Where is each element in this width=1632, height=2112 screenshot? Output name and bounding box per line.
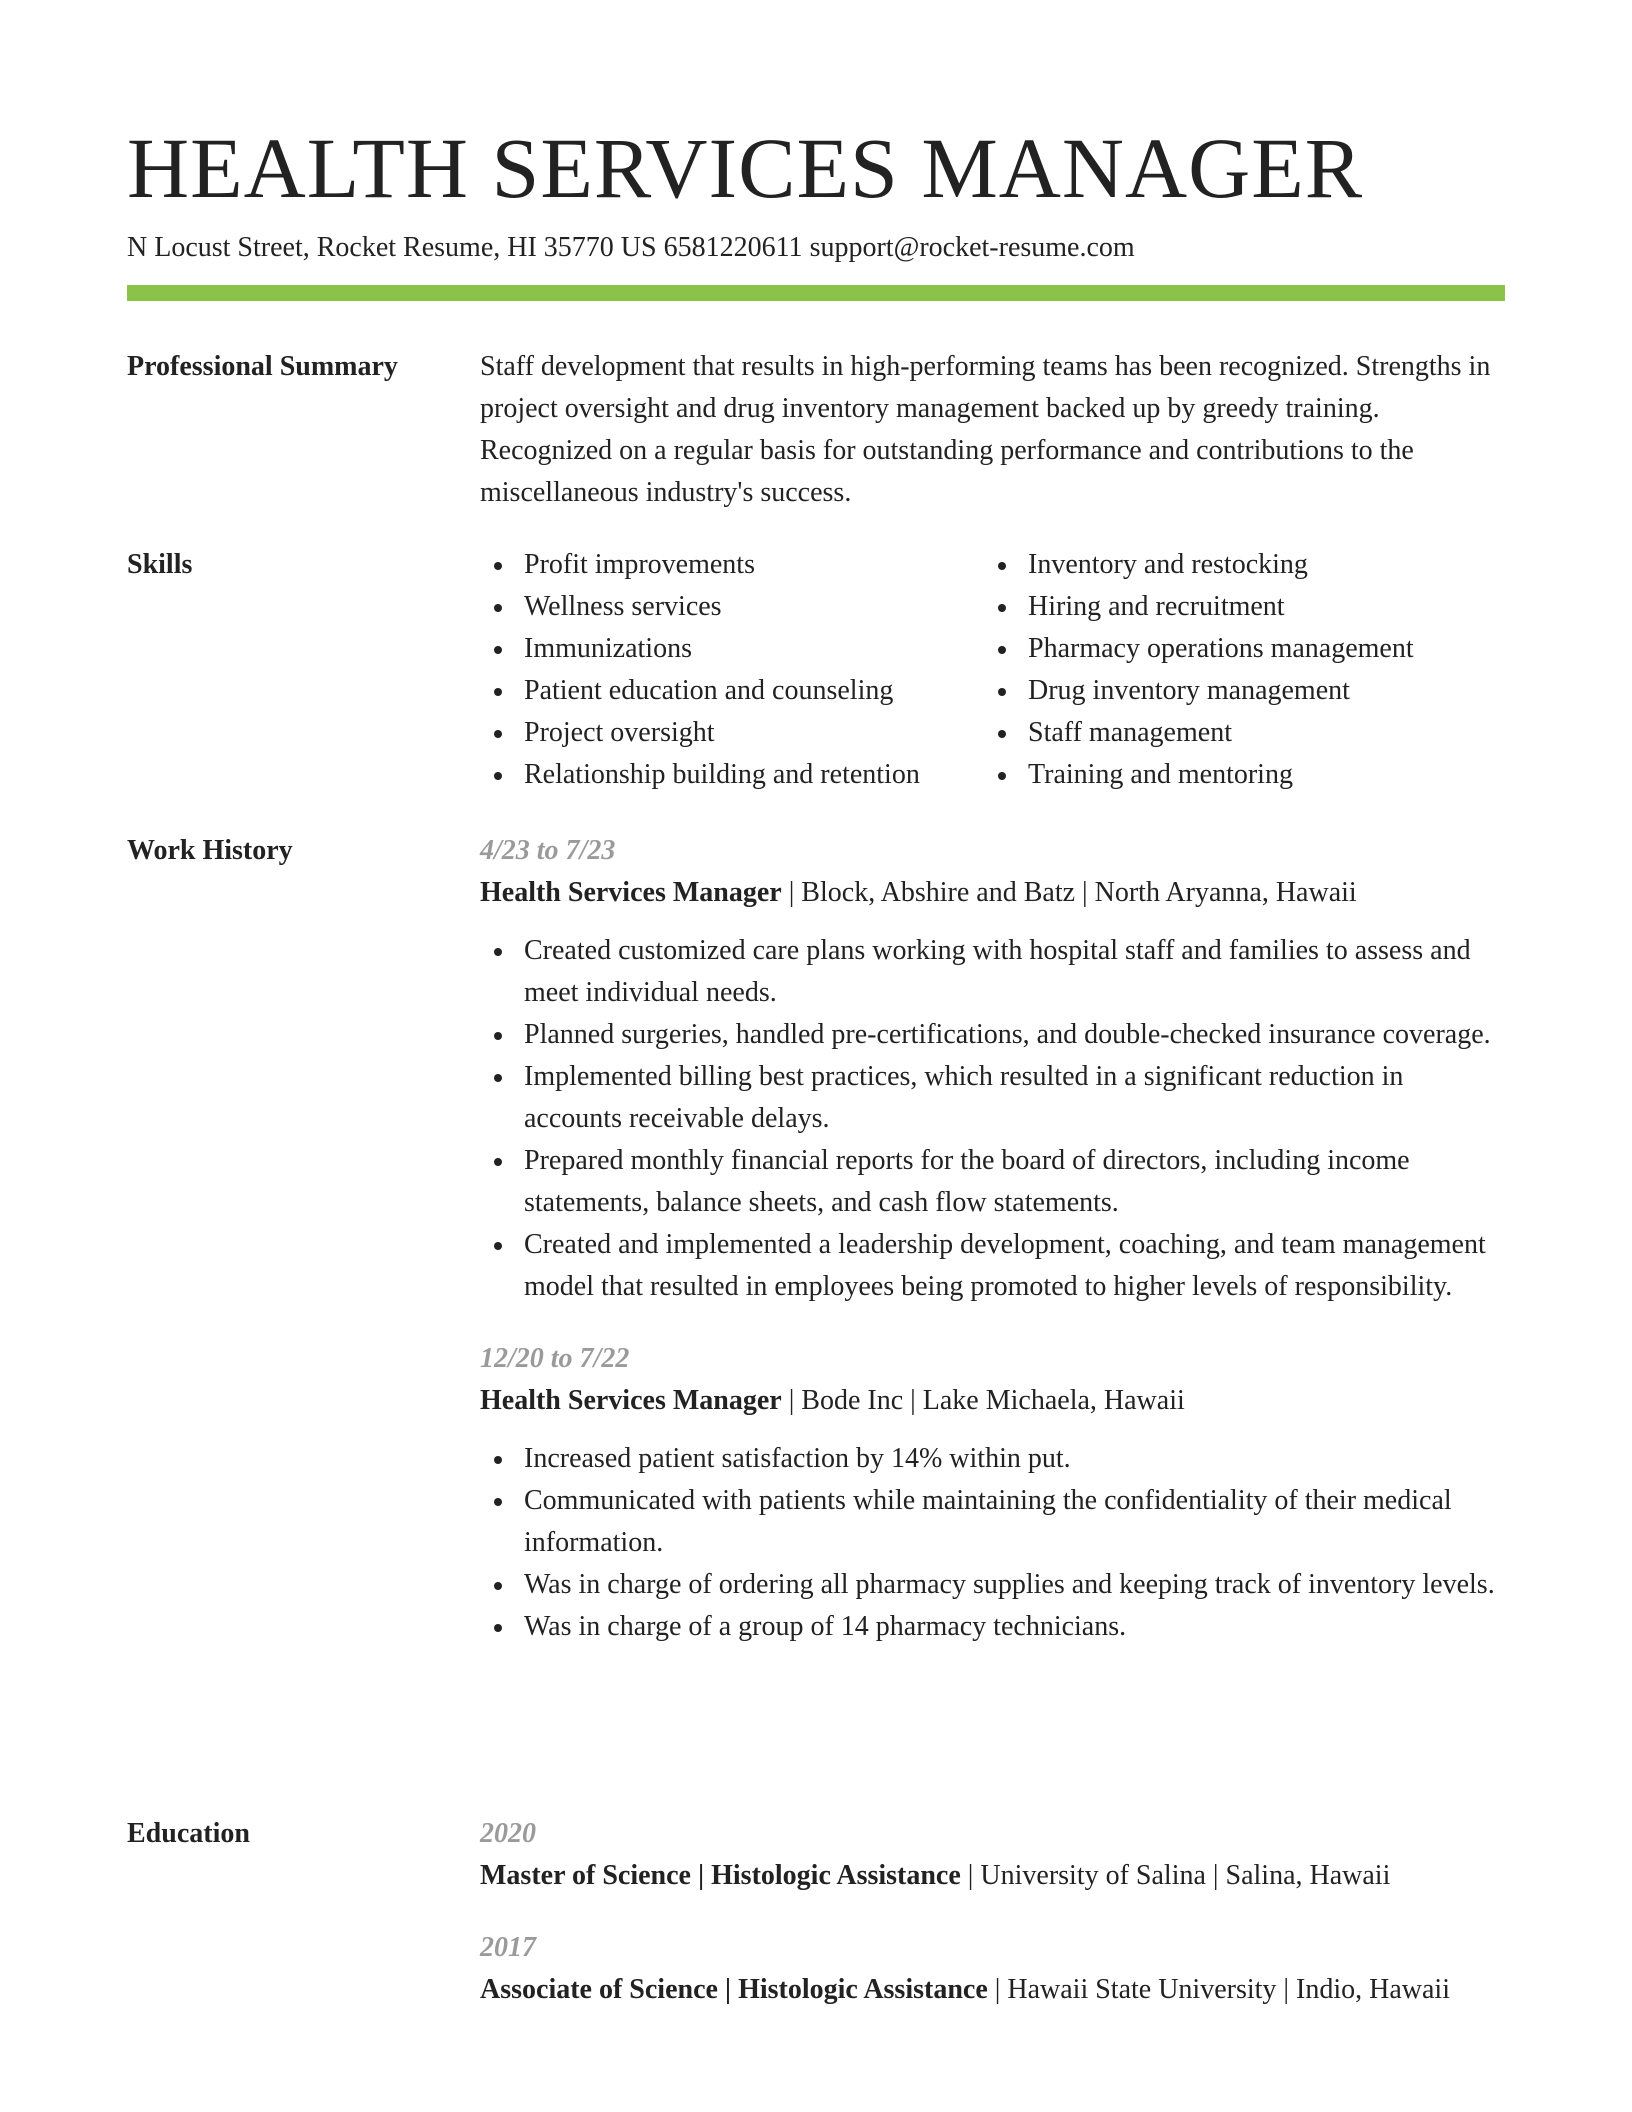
skill-item: Drug inventory management — [984, 670, 1504, 712]
job-heading — [480, 872, 1505, 914]
job-title: Health Services Manager — [480, 1385, 782, 1416]
education-heading: Education — [127, 1818, 250, 1849]
education-entry — [480, 1813, 1505, 1897]
education-year: 2017 — [480, 1932, 536, 1963]
education-year: 2020 — [480, 1818, 536, 1849]
skill-item: Relationship building and retention — [480, 754, 984, 796]
resume-header — [127, 118, 1505, 266]
degree-name: Associate of Science | Histologic Assistance — [480, 1974, 988, 2005]
summary-heading: Professional Summary — [127, 351, 398, 382]
school-details: | University of Salina | Salina, Hawaii — [960, 1860, 1391, 1891]
job-bullet: Implemented billing best practices, which resulted in a significant reduction in accounts receivable delays. — [480, 1056, 1505, 1140]
skill-item: Immunizations — [480, 628, 984, 670]
contact-line — [127, 230, 1505, 266]
contact-address: N Locust Street, Rocket Resume, HI 35770 US — [127, 232, 657, 263]
job-bullet: Created and implemented a leadership development, coaching, and team management model that resulted in employees being promoted to higher levels of responsibility. — [480, 1224, 1505, 1308]
candidate-name: HEALTH SERVICES MANAGER — [127, 120, 1364, 216]
skill-item: Wellness services — [480, 586, 984, 628]
education-heading-line — [480, 1855, 1505, 1897]
school-details: | Hawaii State University | Indio, Hawaii — [987, 1974, 1450, 2005]
job-dates: 4/23 to 7/23 — [480, 835, 616, 866]
job-title: Health Services Manager — [480, 877, 782, 908]
skills-columns — [480, 544, 1505, 796]
skill-item: Training and mentoring — [984, 754, 1504, 796]
skill-item: Patient education and counseling — [480, 670, 984, 712]
job-bullets — [480, 930, 1505, 1308]
job-entry — [480, 830, 1505, 1308]
skills-body — [480, 544, 1505, 796]
education-heading-line — [480, 1969, 1505, 2011]
work-body — [480, 830, 1505, 1648]
job-bullet: Was in charge of a group of 14 pharmacy technicians. — [480, 1606, 1505, 1648]
contact-email: support@rocket-resume.com — [809, 232, 1135, 263]
skill-item: Hiring and recruitment — [984, 586, 1504, 628]
work-heading: Work History — [127, 835, 293, 866]
summary-body — [480, 346, 1505, 514]
contact-phone: 6581220611 — [663, 232, 803, 263]
job-bullet: Created customized care plans working with hospital staff and families to assess and meet individual needs. — [480, 930, 1505, 1014]
skills-heading: Skills — [127, 549, 193, 580]
job-bullet: Was in charge of ordering all pharmacy supplies and keeping track of inventory levels. — [480, 1564, 1505, 1606]
education-body — [480, 1813, 1505, 2011]
skill-item: Project oversight — [480, 712, 984, 754]
job-bullets — [480, 1438, 1505, 1648]
skills-list-right — [984, 544, 1504, 796]
degree-name: Master of Science | Histologic Assistance — [480, 1860, 961, 1891]
job-heading — [480, 1380, 1505, 1422]
job-bullet: Planned surgeries, handled pre-certifications, and double-checked insurance coverage. — [480, 1014, 1505, 1056]
job-details: | Bode Inc | Lake Michaela, Hawaii — [781, 1385, 1185, 1416]
education-entry — [480, 1927, 1505, 2011]
job-entry — [480, 1338, 1505, 1648]
job-dates: 12/20 to 7/22 — [480, 1343, 630, 1374]
job-bullet: Communicated with patients while maintaining the confidentiality of their medical information. — [480, 1480, 1505, 1564]
skill-item: Staff management — [984, 712, 1504, 754]
skill-item: Profit improvements — [480, 544, 984, 586]
skills-list-left — [480, 544, 984, 796]
header-divider — [127, 285, 1505, 301]
job-details: | Block, Abshire and Batz | North Aryanna, Hawaii — [781, 877, 1357, 908]
job-bullet: Prepared monthly financial reports for the board of directors, including income statements, balance sheets, and cash flow statements. — [480, 1140, 1505, 1224]
job-bullet: Increased patient satisfaction by 14% within put. — [480, 1438, 1505, 1480]
skill-item: Inventory and restocking — [984, 544, 1504, 586]
skill-item: Pharmacy operations management — [984, 628, 1504, 670]
summary-text: Staff development that results in high-performing teams has been recognized. Strengths in project oversight and drug inventory management backed up by greedy training. Recognized on a regular basis for outstanding performance and contributions to the miscellaneous industry's success. — [480, 351, 1491, 508]
